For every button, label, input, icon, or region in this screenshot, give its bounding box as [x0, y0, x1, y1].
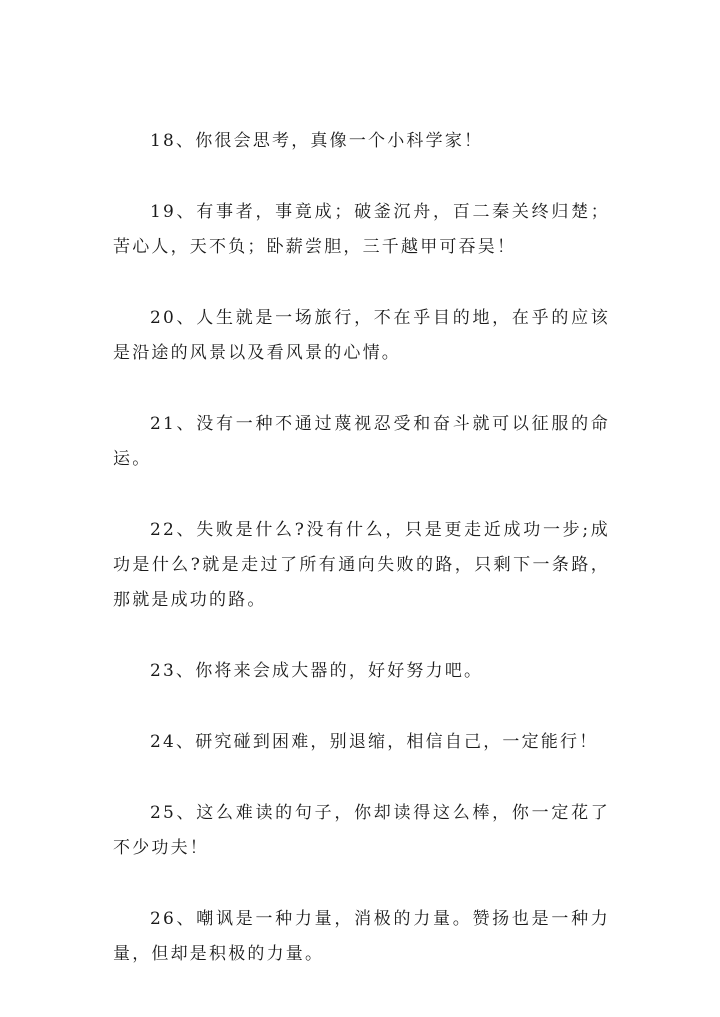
- document-body: [113, 124, 610, 1008]
- paragraph-18: 18、你很会思考，真像一个小科学家！: [150, 131, 484, 151]
- paragraph-21: 21、没有一种不通过蔑视忍受和奋斗就可以征服的命运。: [113, 414, 610, 469]
- paragraph-19: 19、有事者，事竟成；破釜沉舟，百二秦关终归楚；苦心人，天不负；卧薪尝胆，三千越甲可吞吴！: [113, 202, 610, 257]
- paragraph-26: 26、嘲讽是一种力量，消极的力量。赞扬也是一种力量，但却是积极的力量。: [113, 909, 610, 964]
- paragraph-25: 25、这么难读的句子，你却读得这么棒，你一定花了不少功夫！: [113, 803, 610, 858]
- paragraph-24: 24、研究碰到困难，别退缩，相信自己，一定能行！: [150, 732, 599, 752]
- paragraph-23: 23、你将来会成大器的，好好努力吧。: [150, 661, 484, 681]
- paragraph-22: 22、失败是什么?没有什么，只是更走近成功一步;成功是什么?就是走过了所有通向失败的路，只剩下一条路，那就是成功的路。: [113, 520, 610, 610]
- paragraph-20: 20、人生就是一场旅行，不在乎目的地，在乎的应该是沿途的风景以及看风景的心情。: [113, 308, 610, 363]
